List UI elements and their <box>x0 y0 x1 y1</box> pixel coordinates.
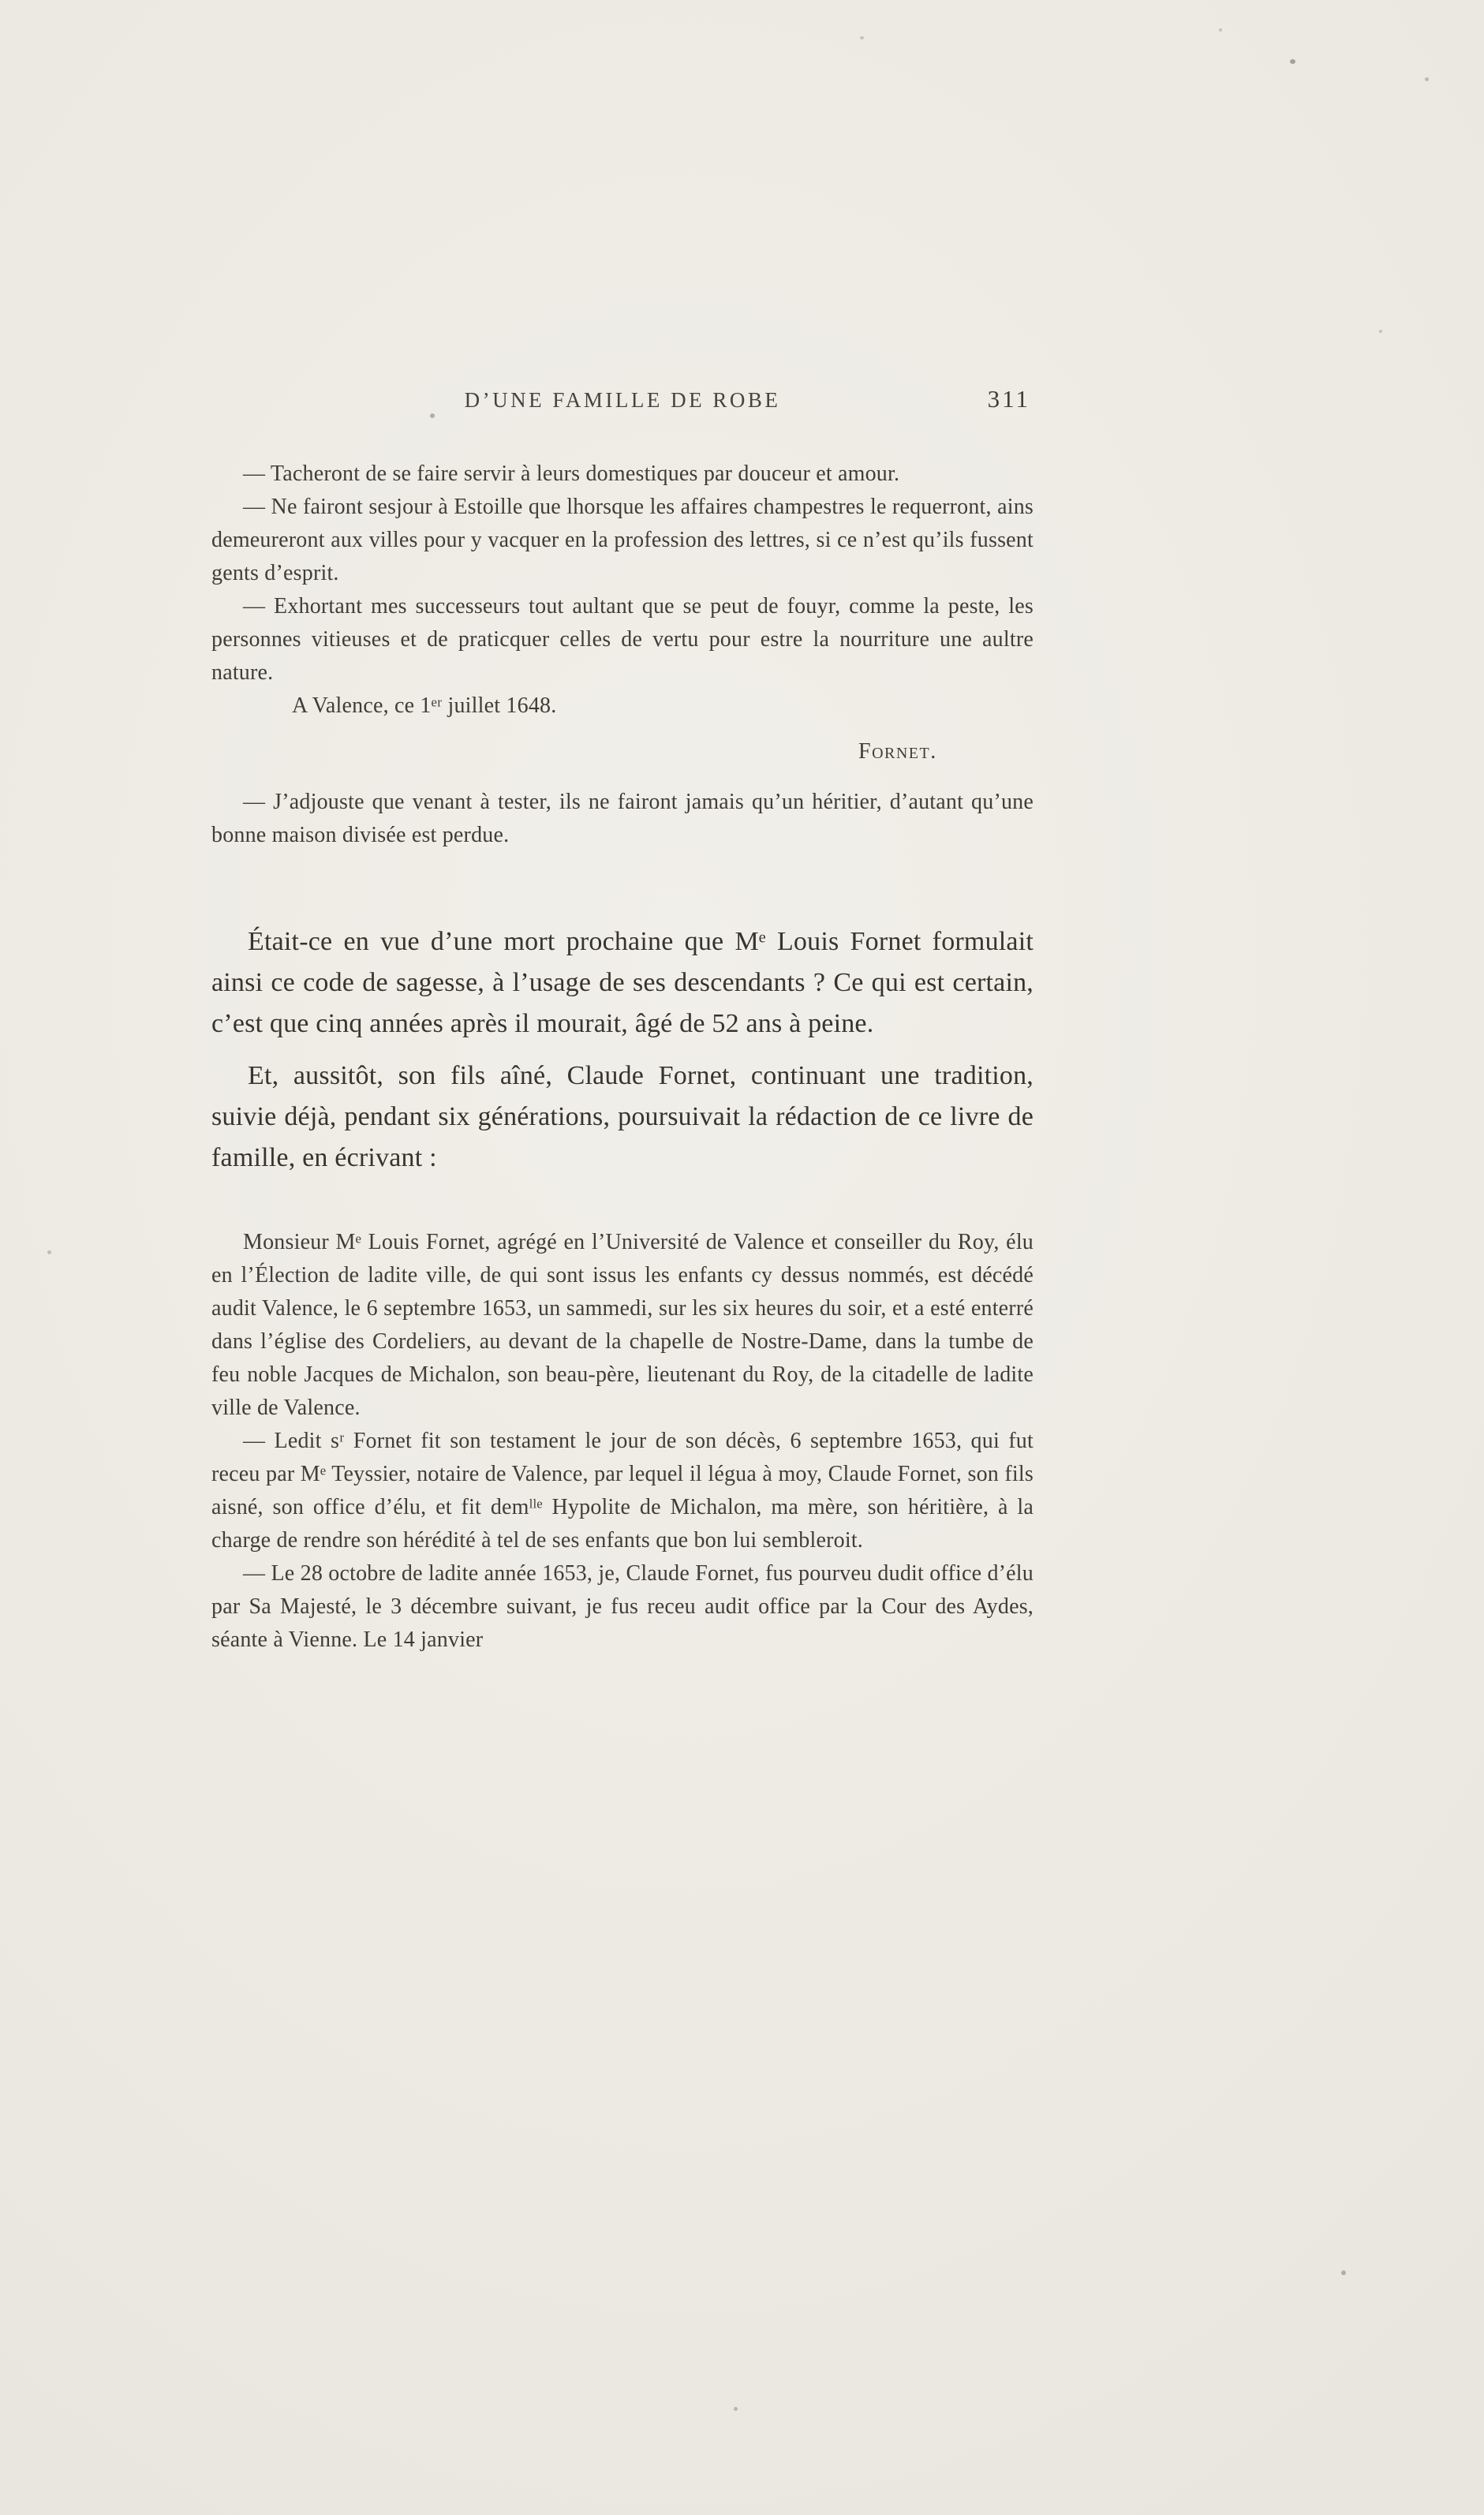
page-number: 311 <box>987 385 1030 413</box>
scan-speck <box>860 36 864 39</box>
text-column <box>211 385 1034 1657</box>
running-title: D’UNE FAMILLE DE ROBE <box>464 388 781 412</box>
addendum-paragraph: — J’adjouste que venant à tester, ils ne fairont jamais qu’un héritier, d’autant qu’une bonne maison divisée est perdue. <box>211 790 1034 847</box>
signature: Fornet. <box>858 739 937 764</box>
quote-paragraph: — Exhortant mes successeurs tout aultant que se peut de fouyr, comme la peste, les personnes vitieuses et de praticquer celles de vertu pour estre la nourriture une aultre nature. <box>211 594 1034 685</box>
record-paragraph: Monsieur Mᵉ Louis Fornet, agrégé en l’Université de Valence et conseiller du Roy, élu en l’Élection de ladite ville, de qui sont issus les enfants cy dessus nommés, est décédé audit Valence, le 6 septembre 1653, un sammedi, sur les six heures du soir, et a esté enterré dans l’église des Cordeliers, au devant de la chapelle de Nostre-Dame, dans la tumbe de feu noble Jacques de Michalon, son beau-père, lieutenant du Roy, de la citadelle de ladite ville de Valence. <box>211 1230 1034 1420</box>
scan-speck <box>734 2407 738 2411</box>
narrative-paragraph: Et, aussitôt, son fils aîné, Claude Fornet, continuant une tradition, suivie déjà, pendant six générations, poursuivait la rédaction de ce livre de famille, en écrivant : <box>211 1061 1034 1172</box>
scan-speck <box>1379 330 1382 333</box>
record-paragraph: — Le 28 octobre de ladite année 1653, je, Claude Fornet, fus pourveu dudit office d’élu par Sa Majesté, le 3 décembre suivant, je fus receu audit office par la Cour des Aydes, séante à Vienne. Le 14 janvier <box>211 1561 1034 1652</box>
scan-speck <box>1219 28 1222 32</box>
scan-speck <box>430 413 435 418</box>
scan-speck <box>1425 77 1429 81</box>
scan-speck <box>1341 2270 1346 2275</box>
record-paragraph: — Ledit sʳ Fornet fit son testament le jour de son décès, 6 septembre 1653, qui fut receu par Mᵉ Teyssier, notaire de Valence, par lequel il légua à moy, Claude Fornet, son fils aisné, son office d’élu, et fit demˡˡᵉ Hypolite de Michalon, ma mère, son héritière, à la charge de rendre son hérédité à tel de ses enfants que bon lui sembleroit. <box>211 1429 1034 1553</box>
quote-paragraph: — Ne fairont sesjour à Estoille que lhorsque les affaires champestres le requerront, ains demeureront aux villes pour y vacquer en la profession des lettres, si ce n’est qu’ils fussent gents d’esprit. <box>211 495 1034 585</box>
dateline: A Valence, ce 1ᵉʳ juillet 1648. <box>292 693 557 718</box>
scan-speck <box>47 1250 51 1254</box>
quote-paragraph: — Tacheront de se faire servir à leurs domestiques par douceur et amour. <box>243 462 900 486</box>
narrative-paragraph: Était-ce en vue d’une mort prochaine que Mᵉ Louis Fornet formulait ainsi ce code de sagesse, à l’usage de ses descendants ? Ce qui est certain, c’est que cinq années après il mourait, âgé de 52 ans à peine. <box>211 927 1034 1038</box>
scan-speck <box>1290 59 1295 64</box>
running-head <box>211 385 1034 421</box>
